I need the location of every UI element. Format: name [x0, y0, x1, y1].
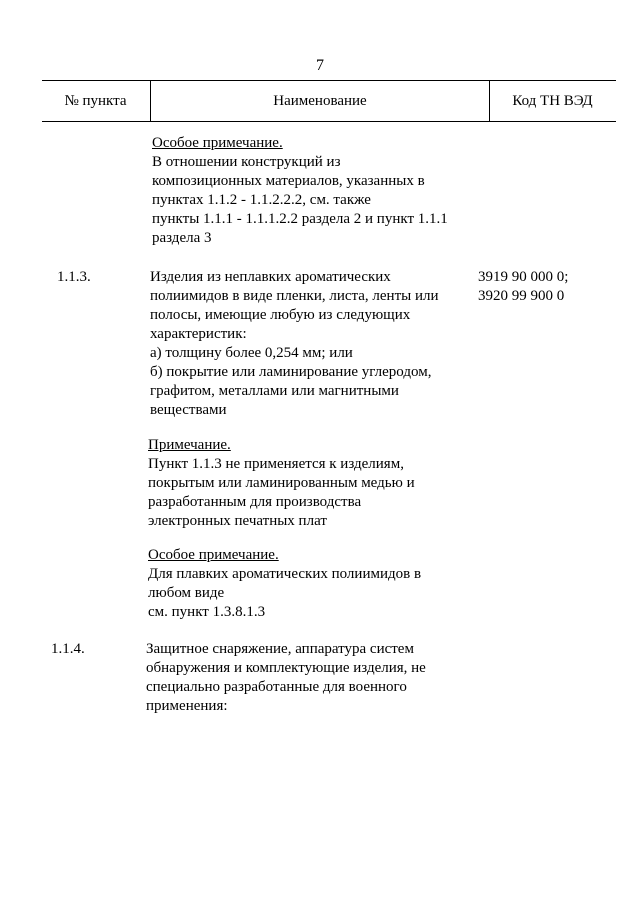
text-line: Пункт 1.1.3 не применяется к изделиям, [148, 456, 404, 472]
text-line: характеристик: [150, 326, 247, 342]
text-line: пунктах 1.1.2 - 1.1.2.2.2, см. также [152, 192, 371, 208]
text-line: полосы, имеющие любую из следующих [150, 307, 411, 323]
item-codes-1-1-3 [478, 268, 568, 306]
item-description-1-1-4 [146, 640, 426, 716]
text-line: любом виде [148, 585, 225, 601]
code-value: 3920 99 900 0 [478, 288, 565, 304]
item-description-1-1-3 [150, 268, 439, 420]
text-line: покрытым или ламинированным медью и [148, 475, 415, 491]
table-header [42, 80, 616, 122]
item-special-note-1-1-3 [148, 546, 421, 622]
item-note-1-1-3 [148, 436, 415, 531]
special-note-top [152, 134, 448, 248]
text-line: электронных печатных плат [148, 513, 327, 529]
text-line: раздела 3 [152, 230, 212, 246]
code-value: 3919 90 000 0; [478, 269, 569, 285]
text-line: разработанным для производства [148, 494, 362, 510]
text-line: полиимидов в виде пленки, листа, ленты или [150, 288, 439, 304]
text-line: В отношении конструкций из [152, 154, 341, 170]
text-line: графитом, металлами или магнитными [150, 383, 399, 399]
header-code: Код ТН ВЭД [512, 93, 593, 109]
text-line: применения: [146, 698, 228, 714]
text-line: Для плавких ароматических полиимидов в [148, 566, 422, 582]
text-line: Изделия из неплавких ароматических [150, 269, 391, 285]
text-line: Защитное снаряжение, аппаратура систем [146, 641, 414, 657]
text-line: а) толщину более 0,254 мм; или [150, 345, 353, 361]
page-number: 7 [316, 57, 324, 74]
text-line: веществами [150, 402, 227, 418]
item-number-1-1-3: 1.1.3. [57, 269, 91, 285]
special-note-title: Особое примечание. [148, 547, 279, 563]
note-title: Примечание. [148, 437, 231, 453]
text-line: обнаружения и комплектующие изделия, не [146, 660, 426, 676]
text-line: см. пункт 1.3.8.1.3 [148, 604, 266, 620]
text-line: пункты 1.1.1 - 1.1.1.2.2 раздела 2 и пункт 1.1.1 [152, 211, 448, 227]
special-note-title: Особое примечание. [152, 135, 283, 151]
text-line: композиционных материалов, указанных в [152, 173, 425, 189]
header-name: Наименование [150, 81, 490, 121]
header-item-number: № пункта [64, 93, 127, 109]
text-line: специально разработанные для военного [146, 679, 407, 695]
text-line: б) покрытие или ламинирование углеродом, [150, 364, 432, 380]
item-number-1-1-4: 1.1.4. [51, 641, 85, 657]
